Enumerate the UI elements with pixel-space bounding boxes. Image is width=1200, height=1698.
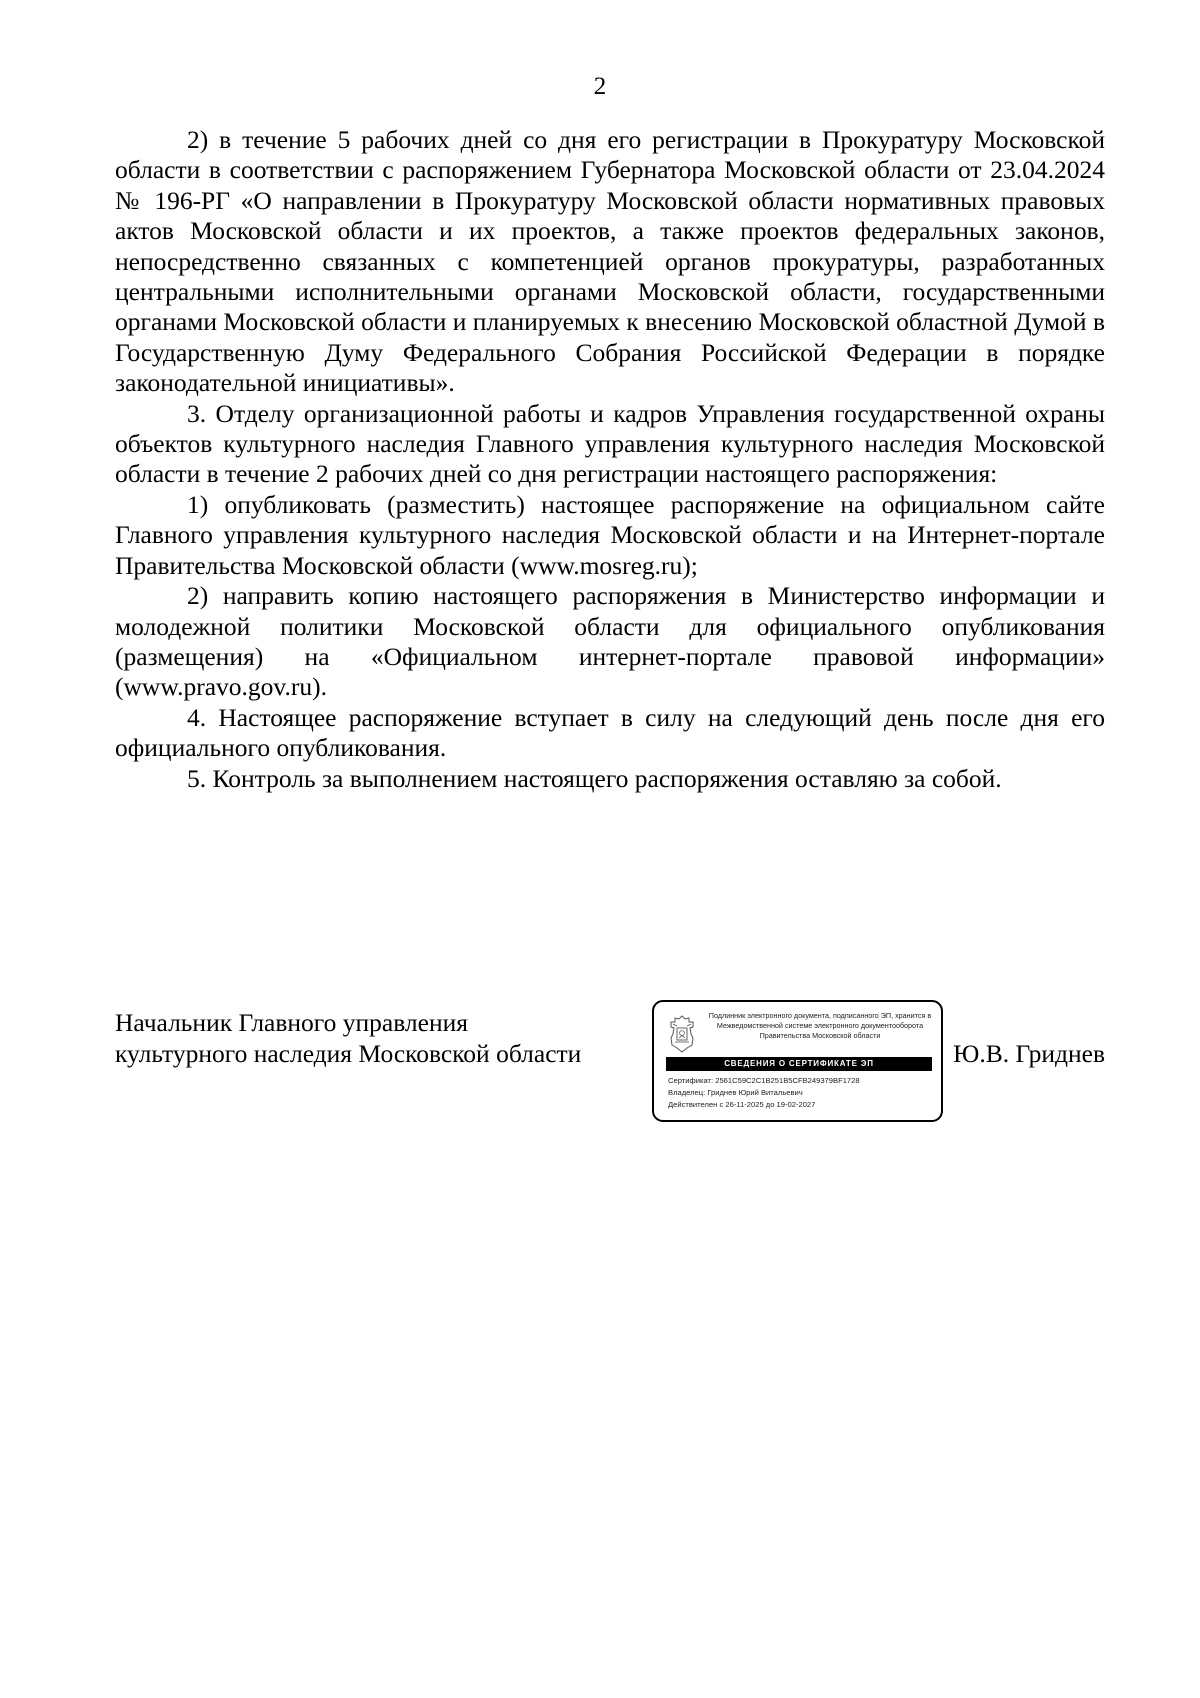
signature-block — [115, 1000, 1105, 1130]
paragraph-item-3-department: 3. Отделу организационной работы и кадров Управления государственной охраны объектов культурного наследия Главного управления культурного наследия Московской области в течение 2 рабочих дней со дня регистрации настоящего распоряжения: — [115, 398, 1105, 489]
electronic-signature-stamp — [652, 1000, 943, 1122]
signatory-position — [115, 1007, 581, 1069]
paragraph-item-4-effect: 4. Настоящее распоряжение вступает в силу на следующий день после дня его официального опубликования. — [115, 702, 1105, 763]
document-body — [115, 125, 1105, 794]
stamp-note: Подлинник электронного документа, подписанного ЭП, хранится в Межведомственной системе электронного документооборота Правительства Московской области — [708, 1011, 932, 1040]
page-number: 2 — [593, 73, 607, 100]
signatory-position-line-1: Начальник Главного управления — [115, 1008, 468, 1037]
stamp-certificate-owner: Владелец: Гриднев Юрий Витальевич — [668, 1088, 803, 1097]
paragraph-sub-2-send-copy: 2) направить копию настоящего распоряжения в Министерство информации и молодежной политики Московской области для официального опубликования (размещения) на «Официальном интернет-портале правовой информации» (www.pravo.gov.ru). — [115, 581, 1105, 702]
coat-of-arms-icon — [667, 1014, 697, 1054]
signatory-position-line-2: культурного наследия Московской области — [115, 1039, 582, 1068]
signatory-name: Ю.В. Гриднев — [953, 1039, 1105, 1068]
paragraph-sub-1-publish: 1) опубликовать (разместить) настоящее распоряжение на официальном сайте Главного управления культурного наследия Московской области и на Интернет-портале Правительства Московской области (www.mosreg.ru); — [115, 489, 1105, 580]
stamp-certificate-header: СВЕДЕНИЯ О СЕРТИФИКАТЕ ЭП — [666, 1057, 932, 1071]
paragraph-item-2-prosecutor: 2) в течение 5 рабочих дней со дня его регистрации в Прокуратуру Московской области в соответствии с распоряжением Губернатора Московской области от 23.04.2024 № 196-РГ «О направлении в Прокуратуру Московской области нормативных правовых актов Московской области и их проектов, а также проектов федеральных законов, непосредственно связанных с компетенцией органов прокуратуры, разработанных центральными исполнительными органами Московской области, государственными органами Московской области и планируемых к внесению Московской областной Думой в Государственную Думу Федерального Собрания Российской Федерации в порядке законодательной инициативы». — [115, 125, 1105, 398]
stamp-certificate-validity: Действителен с 26-11-2025 до 19-02-2027 — [668, 1100, 816, 1109]
paragraph-item-5-control: 5. Контроль за выполнением настоящего распоряжения оставляю за собой. — [187, 763, 1002, 793]
stamp-certificate-number: Сертификат: 2561C59C2C1B251B5CFB249379BF1728 — [668, 1076, 860, 1085]
